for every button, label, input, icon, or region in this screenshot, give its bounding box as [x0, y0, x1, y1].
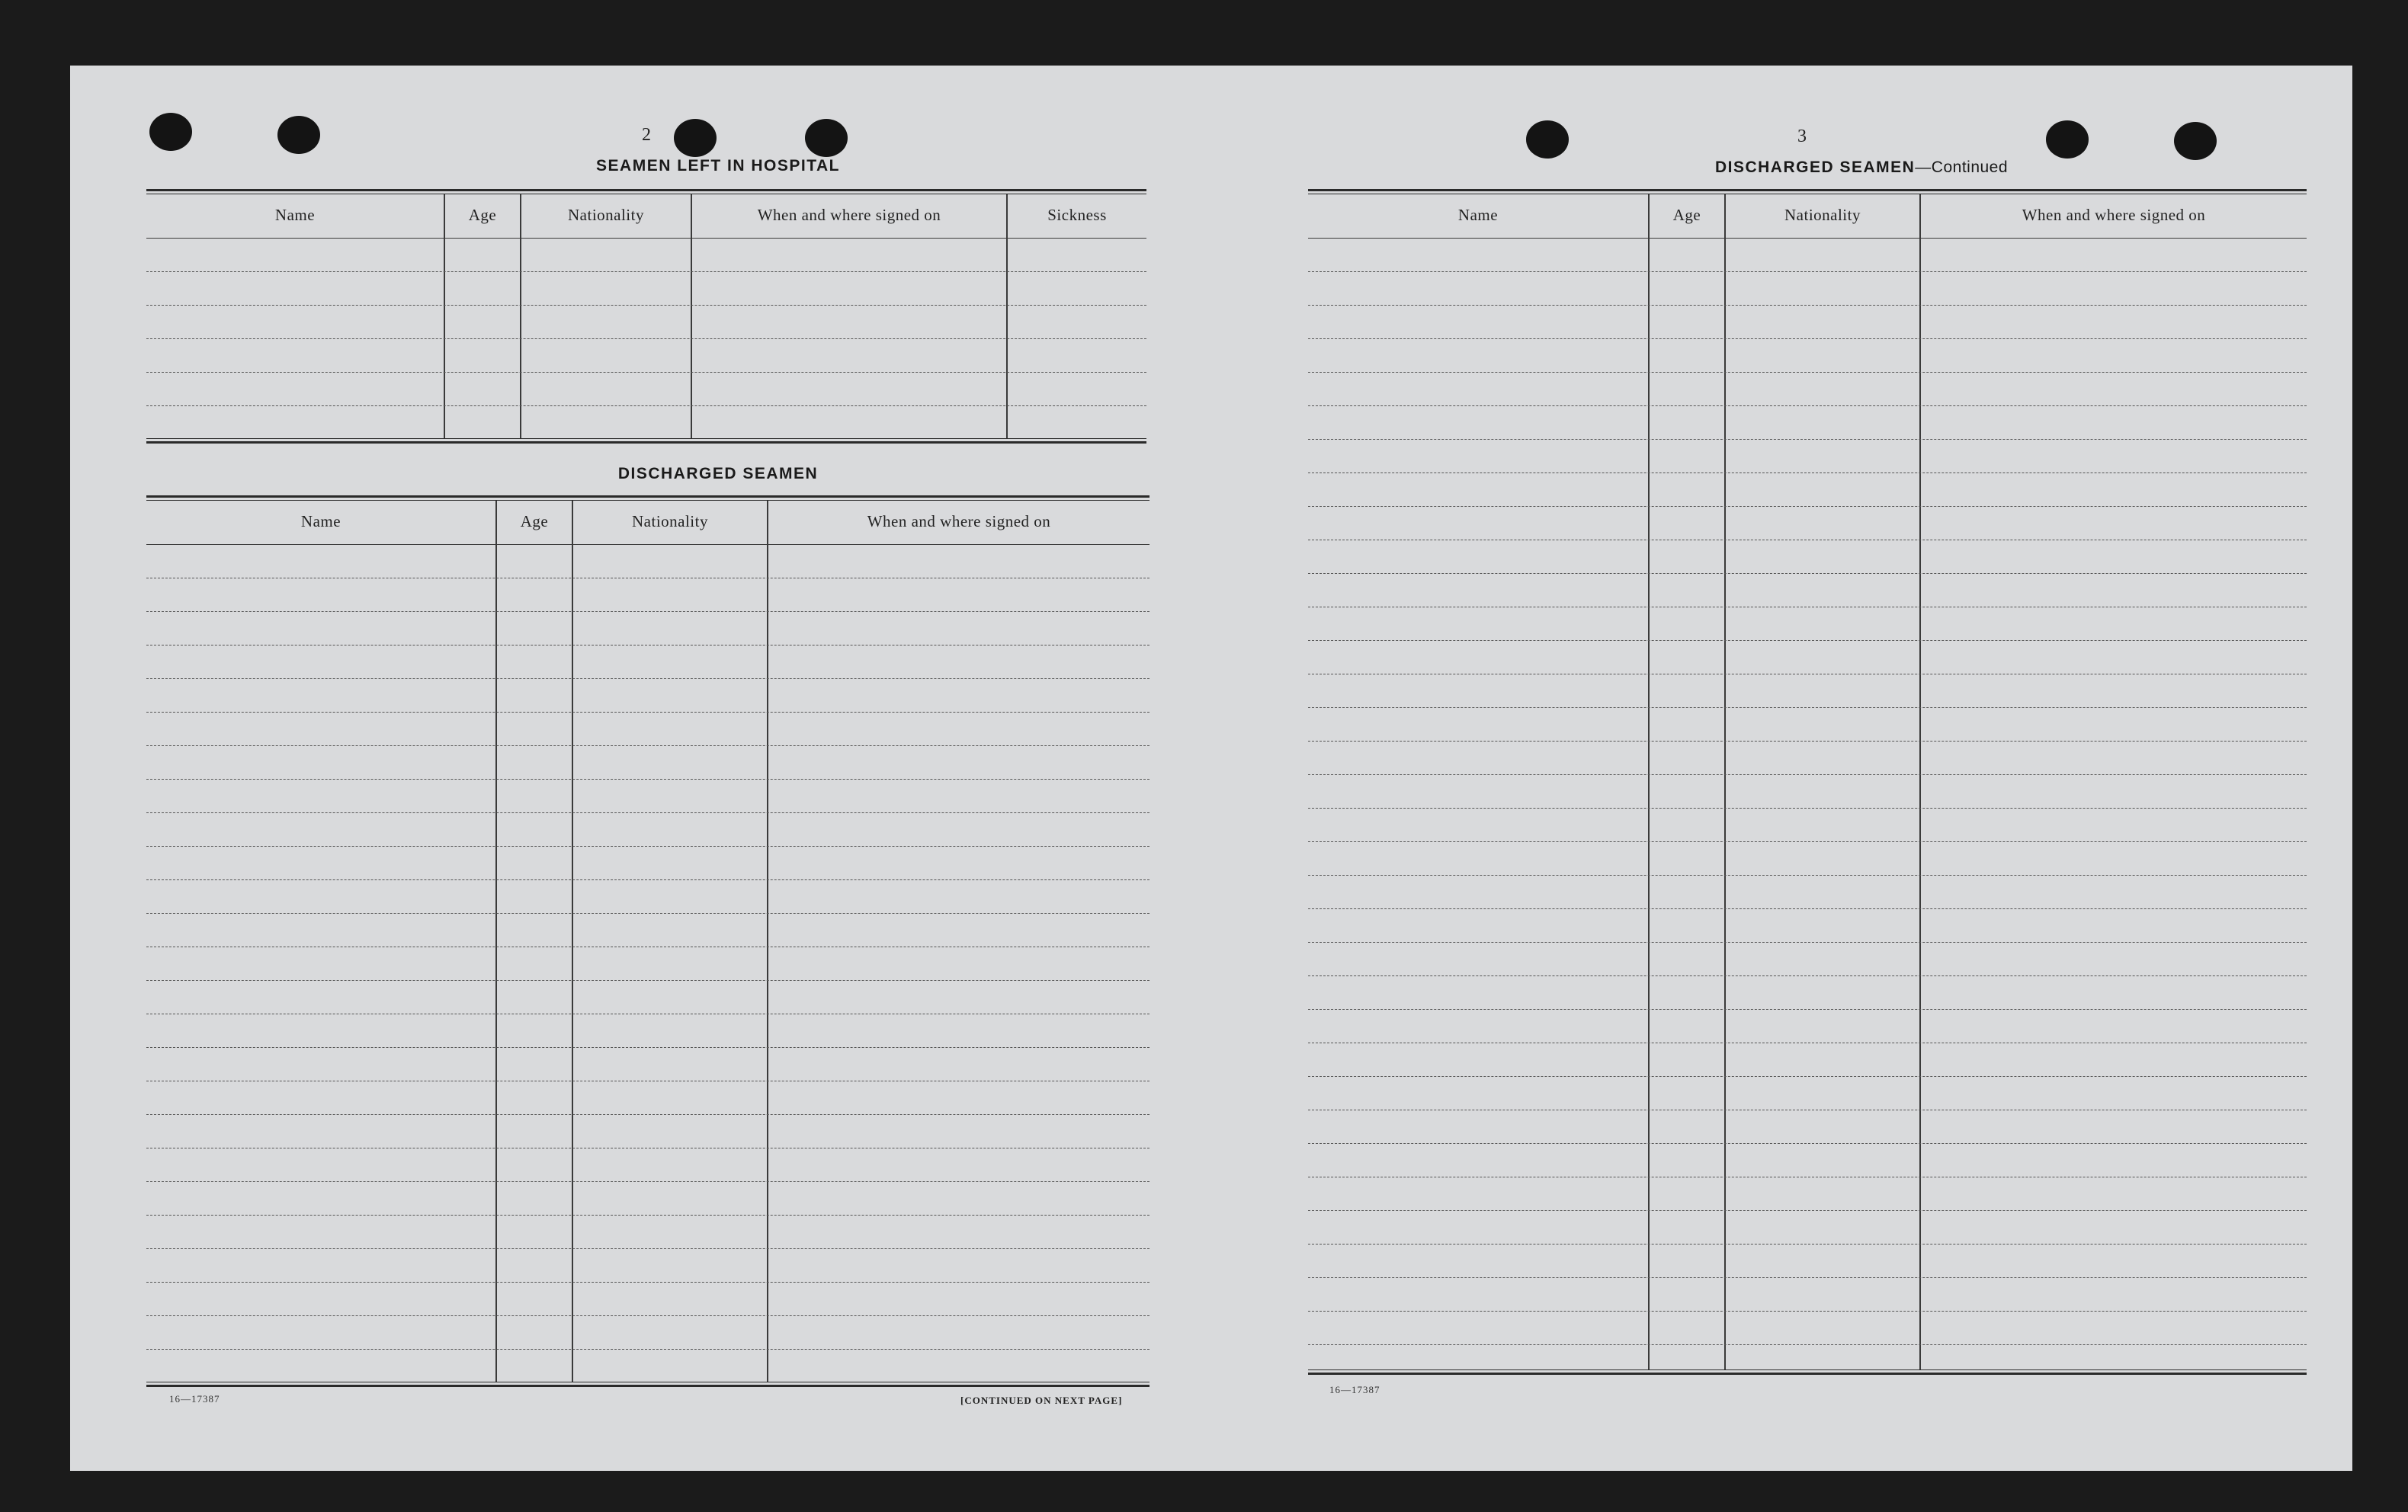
- punch-hole: [805, 119, 848, 157]
- discharged-cont-table-title: [1633, 159, 2090, 177]
- hospital-table: [146, 189, 1146, 444]
- column-header-nationality: Nationality: [1784, 206, 1861, 224]
- punch-hole: [1526, 120, 1569, 159]
- punch-hole: [2174, 122, 2217, 160]
- punch-hole: [674, 119, 717, 157]
- column-header-age: Age: [520, 512, 549, 530]
- page-number-left: 2: [642, 125, 651, 145]
- discharged-cont-table: [1308, 189, 2307, 1378]
- column-header-age: Age: [468, 206, 497, 224]
- column-header-signed-on: When and where signed on: [2022, 206, 2206, 224]
- punch-hole: [2046, 120, 2089, 159]
- column-header-nationality: Nationality: [632, 512, 708, 530]
- column-header-signed-on: When and where signed on: [757, 206, 941, 224]
- form-number-left: 16—17387: [169, 1393, 220, 1405]
- column-header-name: Name: [300, 512, 341, 530]
- column-header-signed-on: When and where signed on: [867, 512, 1051, 530]
- punch-hole: [277, 116, 320, 154]
- discharged-cont-title-main: DISCHARGED SEAMEN: [1714, 159, 1916, 176]
- discharged-table-title: DISCHARGED SEAMEN: [617, 465, 819, 482]
- hospital-table-title: SEAMEN LEFT IN HOSPITAL: [596, 157, 840, 175]
- page-number-right: 3: [1797, 127, 1807, 146]
- column-header-name: Name: [1457, 206, 1499, 224]
- column-header-age: Age: [1672, 206, 1701, 224]
- discharged-table: [146, 495, 1149, 1387]
- form-number-right: 16—17387: [1329, 1384, 1380, 1395]
- document-sheet: [70, 66, 2352, 1471]
- column-header-name: Name: [274, 206, 316, 224]
- discharged-cont-title-suffix: —Continued: [1915, 159, 2009, 176]
- column-header-sickness: Sickness: [1047, 206, 1107, 224]
- column-header-nationality: Nationality: [568, 206, 644, 224]
- punch-hole: [149, 113, 192, 151]
- continued-note: [CONTINUED ON NEXT PAGE]: [960, 1395, 1123, 1406]
